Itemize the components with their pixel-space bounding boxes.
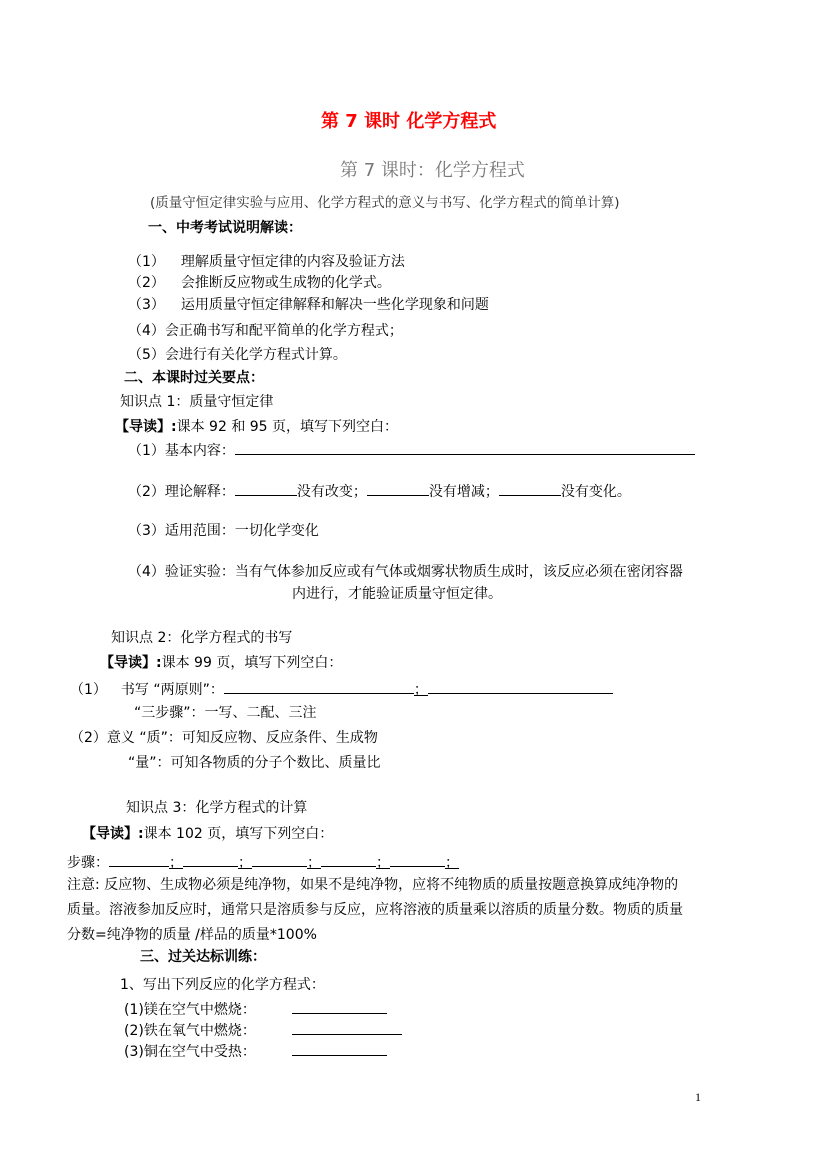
item-number: （2） [128, 275, 165, 291]
kp1-verify-cont: 内进行，才能验证质量守恒定律。 [292, 586, 502, 602]
list-item [128, 322, 403, 340]
kp1-guide [115, 418, 398, 436]
list-item [128, 253, 405, 271]
separator: ； [445, 855, 459, 871]
item-text: 运用质量守恒定律解释和解决一些化学现象和问题 [180, 297, 489, 313]
guide-text: 课本 92 和 95 页，填写下列空白： [176, 419, 399, 435]
kp2-guide [100, 654, 342, 672]
exercise-label: (2)铁在氧气中燃烧： [124, 1023, 256, 1039]
theory-part: 没有改变； [296, 484, 367, 500]
exercise-item [124, 1041, 387, 1061]
guide-text: 课本 102 页，填写下列空白： [143, 826, 334, 842]
kp3-guide [82, 825, 333, 843]
scope-note: (质量守恒定律实验与应用、化学方程式的意义与书写、化学方程式的简单计算) [150, 195, 620, 211]
kp1-scope: （3）适用范围：一切化学变化 [128, 523, 319, 539]
separator: ； [376, 855, 390, 871]
basic-label: （1）基本内容： [128, 443, 235, 459]
answer-blank[interactable] [321, 852, 376, 867]
kp2-steps: “三步骤”：一写、二配、三注 [134, 705, 317, 721]
item-number: （4） [128, 323, 165, 339]
kp1-title: 知识点 1：质量守恒定律 [120, 394, 274, 410]
list-item [128, 296, 489, 314]
list-item [128, 346, 347, 364]
steps-label: 步骤： [67, 855, 109, 871]
exercise-1-prompt: 1、写出下列反应的化学方程式： [120, 977, 325, 993]
item-number: （3） [128, 297, 165, 313]
section2-heading: 二、本课时过关要点： [124, 370, 264, 386]
answer-blank[interactable] [292, 1041, 387, 1056]
exercise-label: (1)镁在空气中燃烧： [124, 1002, 256, 1018]
kp2-meaning: （2）意义 “质”：可知反应物、反应条件、生成物 [70, 730, 378, 746]
kp2-write [70, 679, 613, 699]
document-title: 第 7 课时 化学方程式 [321, 111, 497, 132]
separator: ； [307, 855, 321, 871]
answer-blank[interactable] [499, 481, 561, 496]
kp3-title: 知识点 3：化学方程式的计算 [126, 800, 308, 816]
item-number: （5） [128, 347, 165, 363]
kp3-note-line3: 分数=纯净物的质量 /样品的质量*100% [67, 927, 317, 943]
list-item [128, 274, 391, 292]
kp1-basic [128, 440, 695, 460]
answer-blank[interactable] [252, 852, 307, 867]
subtitle: 第 7 课时：化学方程式 [340, 160, 525, 181]
section1-heading: 一、中考考试说明解读： [148, 220, 302, 236]
answer-blank[interactable] [428, 679, 613, 694]
answer-blank[interactable] [235, 481, 297, 496]
item-text: 会正确书写和配平简单的化学方程式； [164, 323, 403, 339]
kp2-title: 知识点 2：化学方程式的书写 [111, 630, 293, 646]
item-text: 理解质量守恒定律的内容及验证方法 [180, 254, 405, 270]
answer-blank[interactable] [224, 679, 414, 694]
kp3-note-line2: 质量。溶液参加反应时，通常只是溶质参与反应，应将溶液的质量乘以溶质的质量分数。物质的质量 [67, 902, 683, 918]
answer-blank[interactable] [390, 852, 445, 867]
kp3-note-line1: 注意: 反应物、生成物必须是纯净物，如果不是纯净物，应将不纯物质的质量按题意换算成纯净物的 [67, 877, 679, 893]
exercise-item [124, 1020, 402, 1040]
guide-text: 课本 99 页，填写下列空白： [161, 655, 343, 671]
separator: ； [413, 682, 428, 698]
answer-blank[interactable] [292, 1020, 402, 1035]
kp1-verify: （4）验证实验：当有气体参加反应或有气体或烟雾状物质生成时，该反应必须在密闭容器 [128, 564, 683, 580]
answer-blank[interactable] [183, 852, 238, 867]
write-label: 书写 “两原则”： [120, 682, 224, 698]
theory-part: 没有增减； [428, 484, 499, 500]
separator: ； [238, 855, 252, 871]
kp1-theory [128, 481, 631, 501]
exercise-item [124, 999, 387, 1019]
item-number: （1） [70, 682, 107, 698]
guide-tag: 【导读】: [82, 826, 144, 842]
kp3-steps [67, 852, 459, 872]
separator: ； [169, 855, 183, 871]
theory-label: （2）理论解释： [128, 484, 235, 500]
guide-tag: 【导读】: [100, 655, 162, 671]
item-text: 会进行有关化学方程式计算。 [164, 347, 347, 363]
exercise-label: (3)铜在空气中受热： [124, 1044, 256, 1060]
answer-blank[interactable] [109, 852, 169, 867]
answer-blank[interactable] [292, 999, 387, 1014]
answer-blank[interactable] [367, 481, 429, 496]
section3-heading: 三、过关达标训练： [140, 949, 266, 965]
page-number: 1 [695, 1090, 701, 1104]
item-number: （1） [128, 254, 165, 270]
item-text: 会推断反应物或生成物的化学式。 [180, 275, 391, 291]
theory-part: 没有变化。 [560, 484, 631, 500]
kp2-quantity: “量”：可知各物质的分子个数比、质量比 [128, 755, 381, 771]
guide-tag: 【导读】: [115, 419, 177, 435]
answer-blank[interactable] [235, 440, 695, 455]
